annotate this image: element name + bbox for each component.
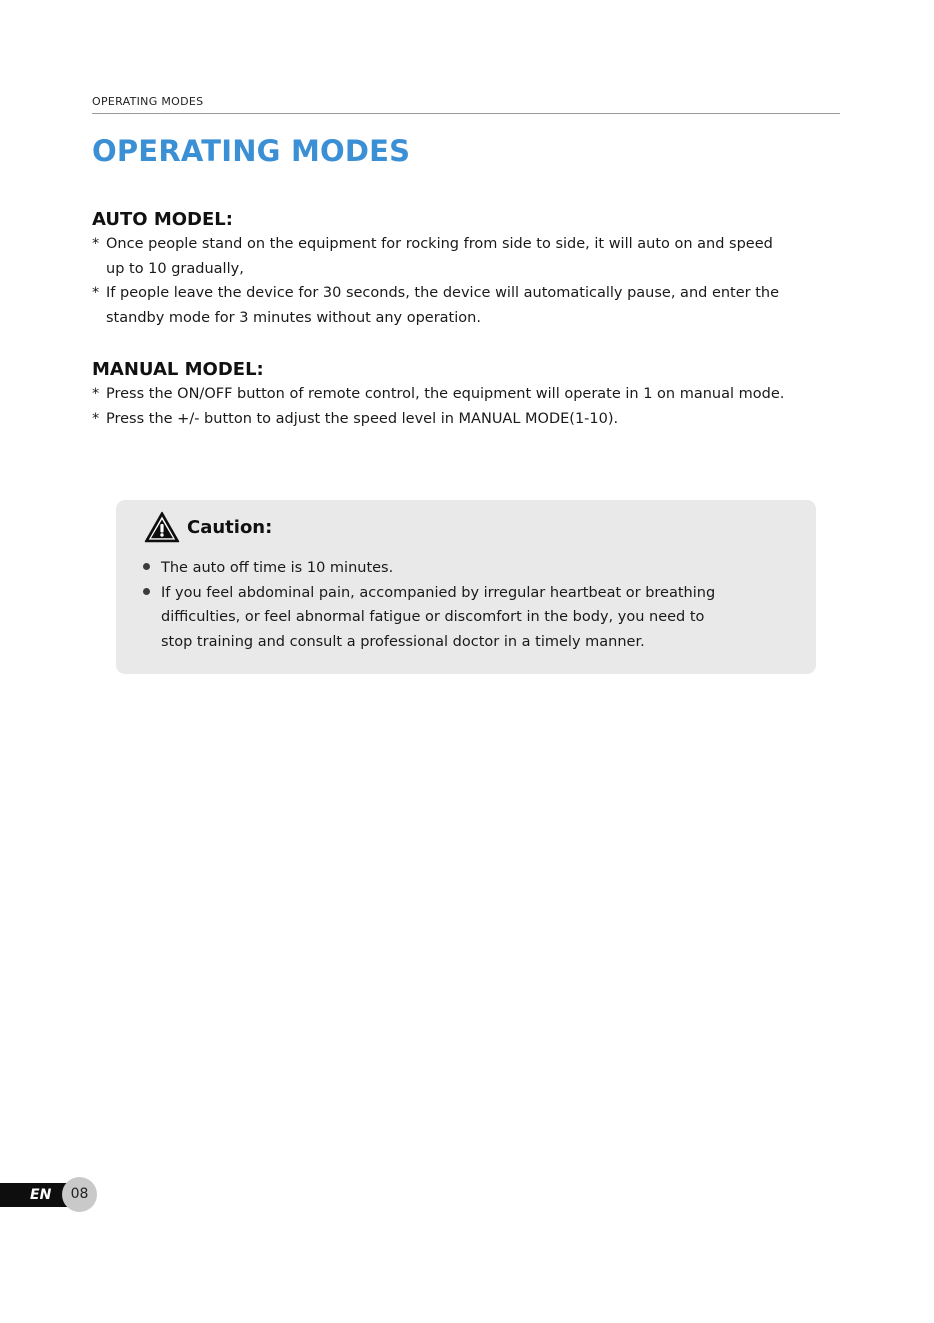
caution-text-line: The auto off time is 10 minutes. xyxy=(161,560,394,576)
caution-text-line: stop training and consult a professional doctor in a timely manner. xyxy=(161,633,645,650)
item-text-line: Press the +/- button to adjust the speed level in MANUAL MODE(1-10). xyxy=(106,410,619,427)
caution-box xyxy=(116,500,816,674)
caution-title: Caution: xyxy=(187,516,273,538)
caution-item xyxy=(143,581,715,655)
bullet-icon xyxy=(143,588,150,595)
auto-model-heading: AUTO MODEL: xyxy=(92,209,233,230)
header-rule xyxy=(92,113,840,114)
warning-triangle-icon xyxy=(144,511,180,543)
item-marker: * xyxy=(92,386,100,402)
auto-model-section xyxy=(92,208,872,330)
caution-list xyxy=(143,556,715,654)
caution-text-line: If you feel abdominal pain, accompanied by irregular heartbeat or breathing xyxy=(161,584,716,601)
item-text-line: Once people stand on the equipment for rocking from side to side, it will auto on and speed xyxy=(106,236,773,252)
caution-text-line: difficulties, or feel abnormal fatigue or discomfort in the body, you need to xyxy=(161,609,705,625)
auto-model-item xyxy=(92,232,872,281)
caution-header xyxy=(144,510,272,544)
item-marker: * xyxy=(92,236,100,252)
manual-model-heading: MANUAL MODEL: xyxy=(92,359,264,380)
item-marker: * xyxy=(92,285,100,301)
manual-model-item xyxy=(92,407,872,432)
manual-model-item xyxy=(92,382,872,407)
item-text-line: up to 10 gradually, xyxy=(106,260,244,277)
footer-language-label: EN xyxy=(30,1187,52,1203)
caution-item xyxy=(143,556,715,581)
bullet-icon xyxy=(143,563,150,570)
manual-model-section xyxy=(92,358,872,431)
item-text-line: standby mode for 3 minutes without any operation. xyxy=(106,309,481,326)
page-title: OPERATING MODES xyxy=(92,134,411,168)
item-marker: * xyxy=(92,410,100,427)
item-text-line: If people leave the device for 30 seconds, the device will automatically pause, and enter the xyxy=(106,285,780,301)
running-header: OPERATING MODES xyxy=(92,95,204,108)
item-text-line: Press the ON/OFF button of remote control, the equipment will operate in 1 on manual mode. xyxy=(106,386,785,402)
footer-page-number: 08 xyxy=(62,1177,97,1212)
auto-model-item xyxy=(92,281,872,330)
